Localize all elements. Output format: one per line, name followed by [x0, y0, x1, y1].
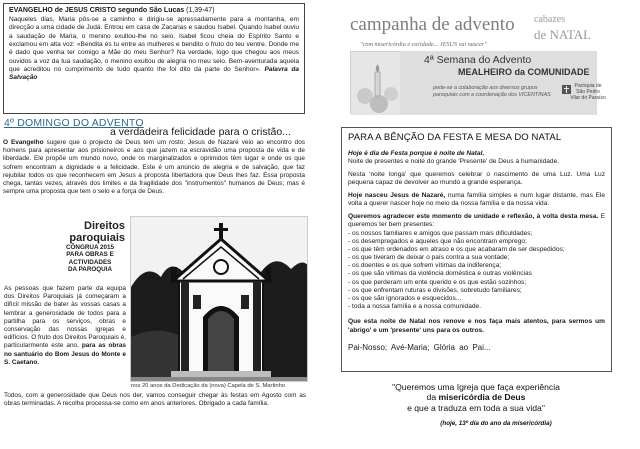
- banner-note-2: paroquiais com a coordenação dos VICENTINAS: [433, 92, 551, 98]
- quote-line2: [345, 392, 607, 402]
- quote-line1: "Queremos uma Igreja que faça experiência: [392, 382, 560, 392]
- christmas-p3-text: numa família simples e num lugar distante, mas Ele volta a querer nascer hoje no meio da nossa família e da nossa vida.: [348, 191, 605, 208]
- list-item: - os desempregados e aqueles que não encontram emprego;: [348, 237, 527, 245]
- gospel-title: [9, 7, 299, 15]
- quote-line2-pre: da: [426, 392, 437, 403]
- direitos-text-continued: Todos, com a generosidade que Deus nos der, vamos conseguir chegar às festas em Agosto com as obras terminadas. A recolha processa-se como em anos anteriores. Obrigado a cada família.: [4, 392, 306, 408]
- chapel-photo: [130, 216, 308, 382]
- banner-parish: [570, 84, 606, 101]
- congrua-line3: ACTIVIDADES: [68, 258, 112, 266]
- list-item: - os nossos familiares e amigos que passam mais dificuldades;: [348, 229, 533, 237]
- gospel-text: [9, 16, 299, 83]
- christmas-paragraph-1: [348, 150, 605, 167]
- christmas-list: [348, 230, 605, 312]
- chapel-caption: nos 20 anos da Dedicação da (nova) Capela de S. Martinho: [131, 383, 286, 389]
- banner-photo: [350, 51, 402, 114]
- direitos-text-bold: para as obras no santuário do Bom Jesus do Monte e S. Caetano.: [4, 342, 126, 366]
- mercy-quote: [345, 382, 607, 413]
- gospel-body: Naqueles dias, Maria pôs-se a caminho e dirigiu-se apressadamente para a montanha, em direcção a uma cidade de Judá. Entrou em casa de Zacarias e saudou Isabel. Quando Isabel ouviu a saudação de Maria, o menino exultou-lhe no seio. Isabel ficou cheia do Espírito Santo e exclamou em alta voz: «Bendita és tu entre as mulheres e bendito o fruto do teu ventre. Donde me é dado que venha ter comigo a Mãe do meu Senhor? Na verdade, logo que chegou aos meus ouvidos a voz da tua saudação, o menino exultou de alegria no meu seio. Bem-aventurada aquela que acreditou no cumprimento de tudo quanto lhe foi dito da parte do Senhor».: [9, 16, 299, 73]
- banner-natal: de NATAL: [534, 27, 592, 42]
- christmas-paragraph-3: [348, 192, 605, 209]
- gospel-title-text: EVANGELHO de JESUS CRISTO segundo São Lucas: [9, 7, 185, 14]
- candle-image: [351, 52, 403, 115]
- chapel-illustration: [131, 217, 308, 382]
- christmas-title: PARA A BÊNÇÃO DA FESTA E MESA DO NATAL: [348, 132, 562, 143]
- quote-line3: e que a traduza em toda a sua vida": [407, 402, 545, 413]
- christmas-p1-text: Noite de presentes e noite do grande 'Presente' de Deus à humanidade.: [348, 158, 560, 166]
- advent-sunday-heading: 4º DOMINGO DO ADVENTO: [4, 117, 144, 129]
- christmas-p1-bold: Hoje é dia de Festa porque é noite de Natal.: [348, 150, 485, 157]
- list-item: - os que enfrentam ruturas e divisões, sobretudo familiares;: [348, 286, 522, 294]
- direitos-text: [4, 285, 126, 367]
- list-item: - os que tiveram de deixar o país contra a sua vontade;: [348, 254, 510, 262]
- direitos-title-line2: paroquiais: [69, 231, 125, 244]
- congrua-line2: PARA OBRAS E: [66, 251, 114, 259]
- list-item: - os que têm ordenados em atraso e os que acabaram de ser despedidos;: [348, 245, 565, 253]
- gospel-reference: (1,39-47): [186, 7, 215, 14]
- christmas-blessing-box: [341, 127, 612, 372]
- banner-note-1: pede-se a colaboração aos diversos grupos: [433, 85, 538, 91]
- direitos-title-line1: Direitos: [84, 220, 125, 232]
- banner-semana: 4ª Semana do Advento: [424, 54, 532, 66]
- christmas-p4-bold: Queremos agradecer este momento de unidade e reflexão, à volta desta mesa.: [348, 212, 599, 220]
- quote-source: (hoje, 13º dia do ano da misericórdia): [440, 420, 552, 427]
- advent-campaign-banner: [338, 14, 606, 115]
- list-item: - os que são ignorados e esquecidos...: [348, 294, 462, 302]
- advent-text: sugere que o projecto de Deus tem um rosto: Jesus de Nazaré veio ao encontro dos homens para apresentar aos prisioneiros e aos que jazem na escravidão uma proposta de vida e de liberdade. Ele propõe um mundo novo, onde os marginalizados e oprimidos têm lugar e onde os que sofrem encontram a dignidade e a felicidade. Este é um anúncio de alegria e de salvação, que faz rejubilar todos os que reconhecem em Jesus a proposta libertadora que Deus lhes faz. Essa proposta chega, tantas vezes, através dos limites e da fragilidade dos "instrumentos" humanos de Deus; mas é sempre uma proposta que tem o selo e a força de Deus.: [3, 139, 305, 196]
- christmas-p3-bold: Hoje nasceu Jesus de Nazaré,: [348, 191, 446, 199]
- banner-mealheiro: MEALHEIRO da COMUNIDADE: [458, 67, 590, 77]
- list-item: - os que são vítimas da violência doméstica e outras violências: [348, 270, 532, 278]
- direitos-congrua: [50, 244, 130, 274]
- list-item: - os que perderam um ente querido e os que estão sozinhos;: [348, 278, 527, 286]
- parish-line2: São Pedro: [576, 88, 600, 95]
- christmas-paragraph-4: [348, 213, 605, 230]
- quote-line2-bold: misericórdia de Deus: [438, 392, 526, 403]
- list-item: - os doentes e os que sofrem vítimas da indiferença;: [348, 262, 502, 270]
- christmas-prayers: Pai-Nosso; Avé-Maria; Glória ao Pai...: [348, 343, 491, 353]
- advent-reflection: [3, 139, 305, 196]
- parish-line3: Vilar do Paraíso: [570, 94, 606, 101]
- advent-subtitle: a verdadeira felicidade para o cristão...: [110, 126, 291, 138]
- banner-campanha: campanha de advento: [350, 14, 515, 35]
- direitos-title: [67, 221, 125, 244]
- advent-lead: O Evangelho: [3, 139, 44, 146]
- banner-cabazes: cabazes: [534, 14, 566, 25]
- christmas-closing: Que esta noite de Natal nos renove e nos faça mais atentos, para sermos um 'abrigo' e um 'presente' uns para os outros.: [348, 318, 605, 334]
- congrua-line4: DA PAROQUIA: [67, 266, 113, 274]
- gospel-box: [3, 3, 305, 114]
- list-item: - toda a nossa família e a nossa comunidade.: [348, 303, 482, 311]
- direitos-text-body: As pessoas que fazem parte da equipa dos Direitos Paroquiais já começaram a difícil missão de bater às vossas casas a lembrar a generosidade de todos para a partilha para os serviços, obras e conservação das nossas igrejas e edifícios. O fruto dos Direitos Paroquiais é, particularmente este ano,: [4, 285, 127, 350]
- banner-slogan: "com misericórdia e caridade... JESUS vai nascer": [360, 41, 487, 48]
- congrua-line1: CÔNGRUA 2015: [65, 244, 115, 251]
- christmas-p4-text: E queremos ter bem presentes:: [348, 212, 605, 229]
- gospel-closing: Palavra da Salvação: [9, 65, 300, 82]
- christmas-paragraph-2: Nesta 'noite longa' que queremos celebrar o nascimento de uma Luz. Uma Luz pequena capaz de devolver ao mundo a grande esperança.: [348, 170, 605, 187]
- parish-line1: Paróquia de: [574, 83, 602, 89]
